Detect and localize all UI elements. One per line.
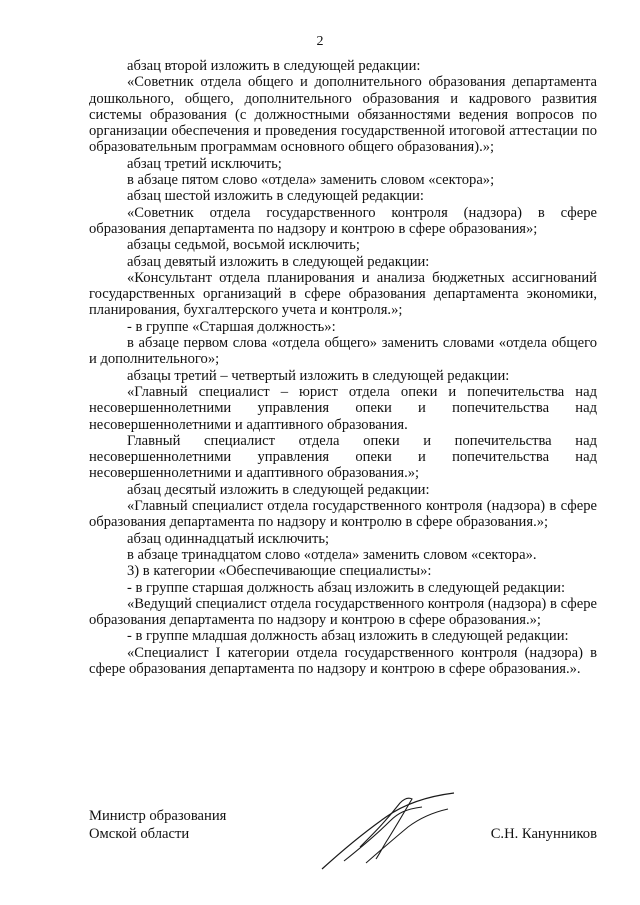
handwritten-signature <box>304 787 464 877</box>
paragraph: абзац девятый изложить в следующей редакции: <box>127 253 430 270</box>
paragraph: - в группе старшая должность абзац изложить в следующей редакции: <box>127 579 565 596</box>
signatory-name: С.Н. Канунников <box>490 826 597 842</box>
paragraph: абзац второй изложить в следующей редакции: <box>127 58 421 74</box>
paragraph: «Специалист I категории отдела государственного контроля (надзора) в сфере образования департамента по надзору и контрою в сфере образования.». <box>89 644 597 677</box>
signatory-title-line: Министр образования <box>89 808 227 824</box>
paragraph: в абзаце пятом слово «отдела» заменить словом «сектора»; <box>127 172 495 189</box>
signature-block <box>89 807 597 887</box>
signatory-title <box>89 807 226 843</box>
paragraph: «Советник отдела государственного контроля (надзора) в сфере образования департамента по надзору и контрою в сфере образования»; <box>89 204 597 237</box>
paragraph: - в группе младшая должность абзац изложить в следующей редакции: <box>127 628 569 645</box>
paragraph: «Главный специалист – юрист отдела опеки и попечительства над несовершеннолетними управления опеки и попечительства над несовершеннолетними и адаптивного образования. <box>89 383 597 433</box>
paragraph: «Ведущий специалист отдела государственного контроля (надзора) в сфере образования департамента по надзору и контрою в сфере образования.»; <box>89 595 597 629</box>
paragraph: абзац десятый изложить в следующей редакции: <box>127 481 430 498</box>
document-body <box>89 58 597 677</box>
paragraph: абзацы седьмой, восьмой исключить; <box>127 237 360 254</box>
paragraph: в абзаце тринадцатом слово «отдела» заменить словом «сектора». <box>127 546 537 563</box>
paragraph: абзац шестой изложить в следующей редакции: <box>127 188 424 205</box>
paragraph: - в группе «Старшая должность»: <box>127 318 336 335</box>
paragraph: 3) в категории «Обеспечивающие специалисты»: <box>127 563 432 580</box>
paragraph: в абзаце первом слова «отдела общего» заменить словами «отдела общего и дополнительного»; <box>89 335 597 368</box>
page-number: 2 <box>316 34 324 49</box>
paragraph: «Главный специалист отдела государственного контроля (надзора) в сфере образования департамента по надзору и контролю в сфере образования.»; <box>89 498 597 531</box>
paragraph: «Консультант отдела планирования и анализа бюджетных ассигнований государственных организаций в сфере образования департамента экономики, планирования, бухгалтерского учета и контроля.»; <box>89 269 597 319</box>
paragraph: абзацы третий – четвертый изложить в следующей редакции: <box>127 367 510 384</box>
paragraph: «Советник отдела общего и дополнительного образования департамента дошкольного, общего, дополнительного образования и кадрового развития системы образования (с должностными обязанностями ведения вопросов по организации обеспечения и проведения государственной итоговой аттестации по образовательным программам основного общего образования).»; <box>89 74 597 156</box>
paragraph: абзац третий исключить; <box>127 155 282 172</box>
signatory-title-line: Омской области <box>89 826 190 842</box>
paragraph: Главный специалист отдела опеки и попечительства над несовершеннолетними управления опеки и попечительства над несовершеннолетними и адаптивного образования.»; <box>89 432 597 482</box>
paragraph: абзац одиннадцатый исключить; <box>127 530 330 547</box>
